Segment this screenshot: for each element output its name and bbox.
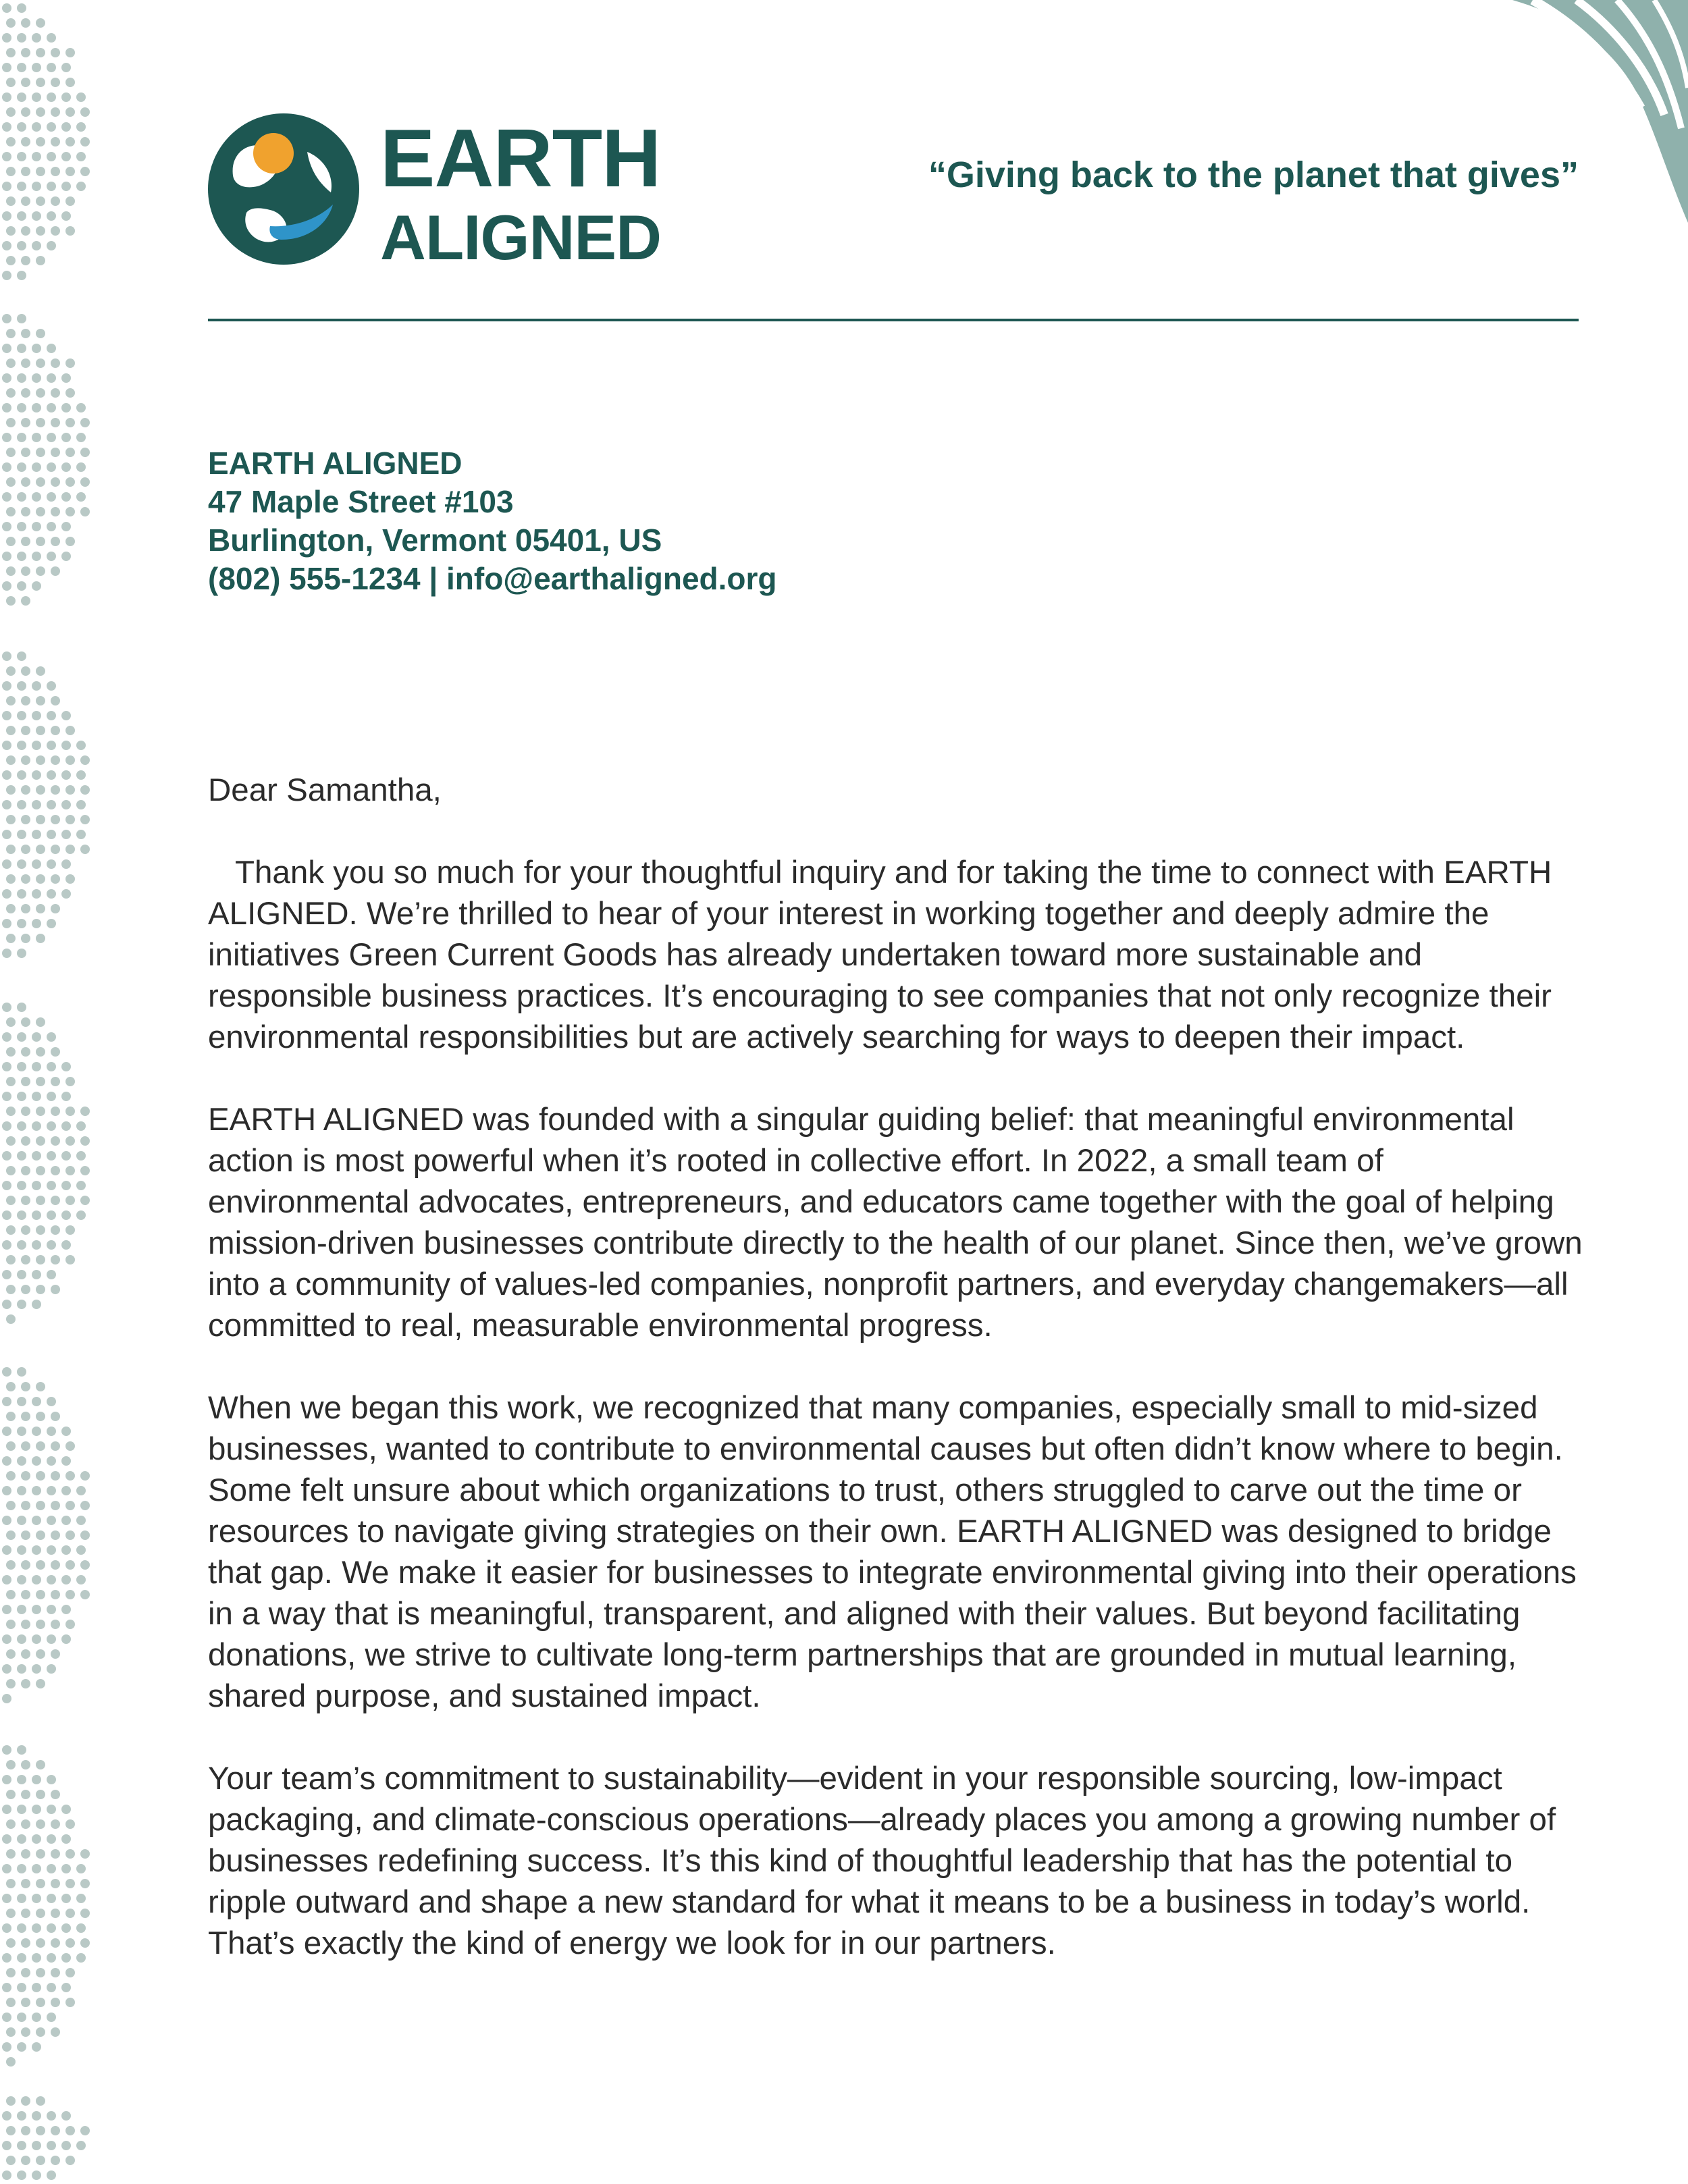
address-org: EARTH ALIGNED: [208, 446, 463, 481]
corner-leaf-decoration: [1431, 0, 1688, 243]
paragraph-2: EARTH ALIGNED was founded with a singular guiding belief: that meaningful environmental action is most powerful when it’s rooted in collective effort. In 2022, a small team of environmental advocates, entrepreneurs, and educators came together with the goal of helping mission-driven businesses contribute directly to the health of our planet. Since then, we’ve grown into a community of values-led companies, nonprofit partners, and everyday changemakers—all committed to real, measurable environmental progress.: [208, 1102, 1583, 1343]
dotted-border-pattern: [0, 0, 95, 2184]
paragraph-3: When we began this work, we recognized that many companies, especially small to mid-sized businesses, wanted to contribute to environmental causes but often didn’t know where to begin. Some felt unsure about which organizations to trust, others struggled to carve out the time or resources to navigate giving strategies on their own. EARTH ALIGNED was designed to bridge that gap. We make it easier for businesses to integrate environmental giving into their operations in a way that is meaningful, transparent, and aligned with their values. But beyond facilitating donations, we strive to cultivate long-term partnerships that are grounded in mutual learning, shared purpose, and sustained impact.: [208, 1390, 1577, 1714]
logo-word-earth: EARTH: [380, 112, 661, 204]
address-contact: (802) 555-1234 | info@earthaligned.org: [208, 561, 777, 596]
salutation: Dear Samantha,: [208, 772, 442, 808]
sender-address-block: [208, 444, 777, 598]
letter-body: [208, 770, 1585, 2005]
logo-word-aligned: ALIGNED: [380, 202, 661, 273]
header-divider: [208, 319, 1579, 321]
tagline: “Giving back to the planet that gives”: [928, 155, 1579, 195]
address-city: Burlington, Vermont 05401, US: [208, 523, 662, 558]
paragraph-1: Thank you so much for your thoughtful inquiry and for taking the time to connect with EARTH ALIGNED. We’re thrilled to hear of your interest in working together and deeply admire the initiatives Green Current Goods has already undertaken toward more sustainable and responsible business practices. It’s encouraging to see companies that not only recognize their environmental responsibilities but are actively searching for ways to deepen their impact.: [208, 855, 1552, 1055]
address-street: 47 Maple Street #103: [208, 484, 514, 519]
earth-globe-icon: [206, 111, 361, 267]
earth-aligned-logo: [206, 111, 679, 273]
paragraph-4: Your team’s commitment to sustainability—evident in your responsible sourcing, low-impact packaging, and climate-conscious operations—already places you among a growing number of businesses redefining success. It’s this kind of thoughtful leadership that has the potential to ripple outward and shape a new standard for what it means to be a business in today’s world. That’s exactly the kind of energy we look for in our partners.: [208, 1761, 1556, 1961]
